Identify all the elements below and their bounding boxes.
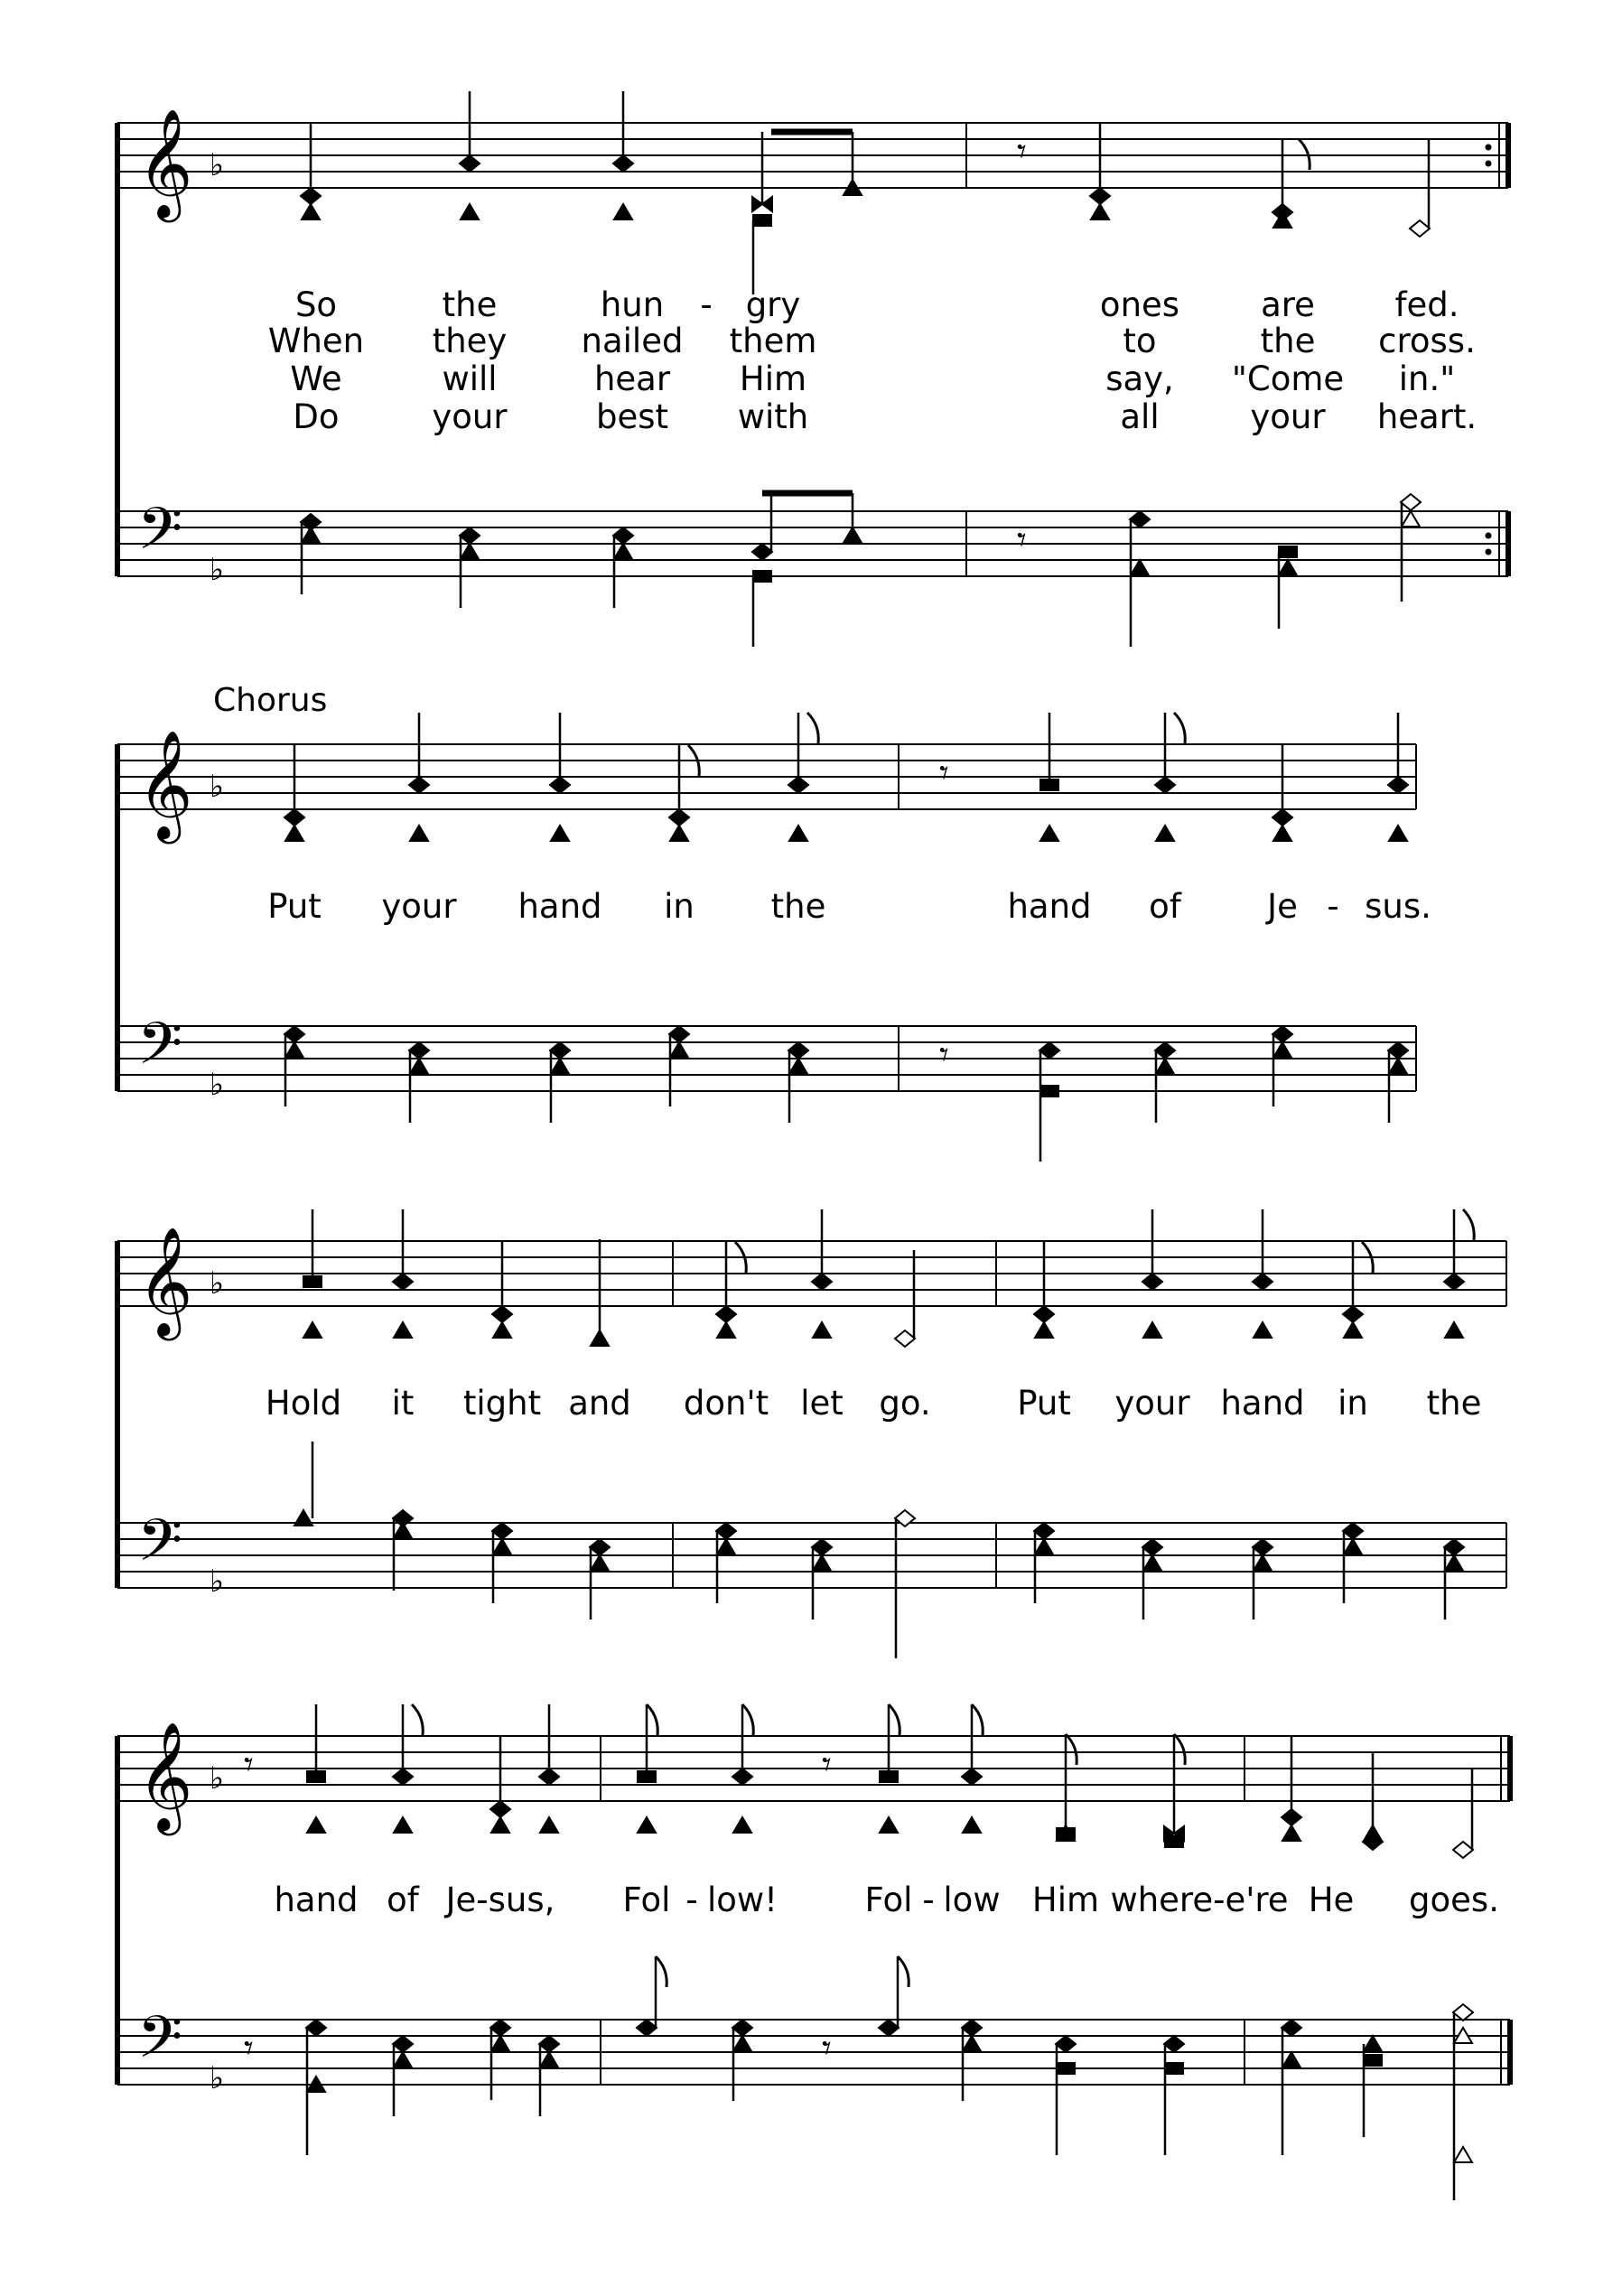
note-head-diamond <box>1401 494 1421 510</box>
note-head-triangle <box>638 1817 656 1833</box>
note-flag <box>1463 1209 1474 1240</box>
note-head-diamond <box>539 2036 559 2052</box>
note-head-diamond <box>1410 220 1430 237</box>
note-head-diamond <box>895 1330 915 1347</box>
lyric-s1-v3-w7: in." <box>1398 359 1456 398</box>
lyric-s3-w8: Put <box>1017 1384 1071 1423</box>
lyric-s1-v4-w6: your <box>1250 397 1326 436</box>
note-head-diamond <box>1056 2036 1076 2052</box>
note-head-diamond <box>492 1523 512 1539</box>
flat-sign-icon: ♭ <box>210 1265 225 1302</box>
flat-sign-icon: ♭ <box>210 1067 225 1103</box>
lyric-s2-w9: - <box>1327 887 1339 926</box>
lyric-s3-w4: and <box>568 1384 631 1423</box>
bass-clef-icon: 𝄢 <box>137 496 183 577</box>
note-head-triangle <box>1273 1042 1291 1058</box>
eighth-rest-icon: 𝄾 <box>1017 519 1027 561</box>
note-head-diamond <box>590 1539 610 1555</box>
note-head-diamond <box>409 1042 429 1059</box>
note-head-triangle <box>789 1059 807 1074</box>
lyric-s1-v2-w2: they <box>432 322 508 360</box>
eighth-rest-icon: 𝄾 <box>244 1744 254 1786</box>
note-head-diamond <box>306 2020 326 2036</box>
note-head-triangle <box>1282 1825 1300 1841</box>
note-head-diamond <box>1444 1539 1464 1555</box>
note-head-triangle <box>717 1539 735 1554</box>
lyric-s4-w9: low <box>943 1881 1001 1919</box>
treble-clef-icon: 𝄞 <box>137 1721 193 1831</box>
lyric-s4-w10: Him <box>1031 1881 1100 1919</box>
note-flag <box>656 1956 667 1987</box>
treble-clef-icon: 𝄞 <box>137 107 193 218</box>
lyric-s2-w10: sus. <box>1365 887 1431 926</box>
note-head-diamond <box>1253 1539 1272 1555</box>
eighth-rest-icon: 𝄾 <box>822 1744 832 1786</box>
repeat-dot <box>1486 549 1492 555</box>
flat-sign-icon: ♭ <box>210 147 225 183</box>
note-head-diamond <box>1130 511 1150 527</box>
note-flag <box>898 1956 909 1987</box>
lyric-s4-w6: low! <box>706 1881 778 1919</box>
treble-clef-icon: 𝄞 <box>137 1226 193 1336</box>
lyric-s1-v4-w2: your <box>432 397 508 436</box>
lyric-s3-w5: don't <box>683 1384 769 1423</box>
note-head-triangle <box>307 1817 325 1833</box>
treble-clef-icon: 𝄞 <box>137 729 193 839</box>
lyric-s2-w2: your <box>381 887 457 926</box>
note-head-triangle <box>1445 1555 1463 1571</box>
note-head-square <box>1164 2062 1184 2075</box>
note-head-triangle <box>1389 826 1407 841</box>
flat-sign-icon: ♭ <box>210 552 225 588</box>
bass-clef-icon: 𝄢 <box>137 1507 183 1589</box>
lyric-s4-w12: He <box>1308 1881 1355 1919</box>
note-head-triangle <box>1344 1322 1362 1338</box>
lyric-s4-w3: Je-sus, <box>445 1881 555 1919</box>
lyric-s1-v1-w6: ones <box>1099 285 1180 324</box>
note-head-triangle <box>491 1817 509 1833</box>
note-head-triangle <box>302 527 320 543</box>
note-head-triangle <box>461 544 479 559</box>
note-head-triangle <box>813 1555 831 1571</box>
repeat-dot <box>1486 533 1492 539</box>
note-head-diamond <box>716 1523 736 1539</box>
bass-clef-icon: 𝄢 <box>137 1011 183 1092</box>
flat-sign-icon: ♭ <box>210 1760 225 1797</box>
note-head-triangle <box>880 1817 898 1833</box>
note-head-diamond <box>879 2020 899 2036</box>
lyric-s4-w8: - <box>922 1881 935 1919</box>
lyric-s4-w5: - <box>685 1881 698 1919</box>
note-head-diamond <box>1272 1026 1292 1042</box>
note-head-diamond <box>1343 1523 1363 1539</box>
note-head-triangle <box>717 1322 735 1338</box>
note-head-triangle <box>789 826 807 841</box>
note-flag <box>1174 1734 1185 1765</box>
lyric-s1-v1-w1: So <box>294 285 338 324</box>
note-head-triangle <box>394 2052 412 2067</box>
note-head-diamond <box>637 2020 657 2036</box>
note-head-diamond <box>1142 1539 1162 1555</box>
note-head-triangle <box>285 826 303 841</box>
note-head-triangle <box>963 1817 981 1833</box>
note-head-triangle <box>1040 826 1058 841</box>
note-head-triangle <box>1131 560 1149 575</box>
lyric-s4-w2: of <box>387 1881 419 1919</box>
note-head-square <box>752 214 772 227</box>
lyric-s2-w1: Put <box>267 887 322 926</box>
note-flag <box>889 1704 900 1735</box>
lyric-s1-v1-w5: gry <box>745 285 801 324</box>
lyric-s2-w8: Je <box>1267 887 1298 926</box>
note-head-triangle <box>591 1555 609 1571</box>
note-head-triangle <box>1254 1555 1272 1571</box>
lyric-s1-v2-w5: to <box>1123 322 1157 360</box>
note-head-triangle <box>1091 204 1109 219</box>
note-head-triangle <box>1254 1322 1272 1338</box>
note-flag <box>972 1704 983 1735</box>
note-head-diamond <box>490 2020 510 2036</box>
eighth-rest-icon: 𝄾 <box>1017 131 1027 173</box>
note-head-triangle <box>1445 1322 1463 1338</box>
note-head-triangle <box>1344 1539 1362 1554</box>
note-head-diamond <box>732 2020 752 2036</box>
lyric-s1-v4-w3: best <box>595 397 669 436</box>
lyric-s4-w4: Fol <box>622 1881 671 1919</box>
note-flag <box>647 1704 657 1735</box>
lyric-s3-w12: the <box>1426 1384 1482 1423</box>
note-head-triangle <box>551 826 569 841</box>
note-head-triangle <box>493 1322 511 1338</box>
lyric-s1-v3-w6: "Come <box>1231 359 1345 398</box>
flat-sign-icon: ♭ <box>210 2060 225 2096</box>
flat-sign-icon: ♭ <box>210 1563 225 1600</box>
lyric-s2-w4: in <box>664 887 694 926</box>
lyric-s2-w7: of <box>1149 887 1181 926</box>
note-head-square <box>752 570 772 583</box>
note-head-triangle <box>540 2052 558 2067</box>
note-flag <box>742 1704 753 1735</box>
note-head-triangle <box>394 1322 412 1338</box>
note-head-diamond <box>393 2036 413 2052</box>
eighth-rest-icon: 𝄾 <box>939 752 949 794</box>
note-head-triangle <box>285 1042 303 1058</box>
note-head-diamond <box>1282 2020 1301 2036</box>
note-head-triangle <box>551 1059 569 1074</box>
lyric-s1-v2-w1: When <box>267 322 365 360</box>
note-head-diamond <box>1453 2004 1473 2021</box>
note-head-triangle <box>963 2036 981 2051</box>
note-head-triangle <box>1389 1059 1407 1074</box>
note-head-triangle <box>1156 826 1174 841</box>
note-head-diamond <box>613 527 633 544</box>
lyric-s4-w13: goes. <box>1409 1881 1499 1919</box>
note-head-diamond <box>962 2020 982 2036</box>
lyric-s1-v3-w5: say, <box>1105 359 1174 398</box>
note-flag <box>807 713 818 743</box>
note-head-triangle <box>493 1539 511 1554</box>
note-head-diamond <box>1039 1042 1059 1059</box>
lyric-s1-v2-w3: nailed <box>581 322 684 360</box>
lyric-s1-v3-w2: will <box>442 359 498 398</box>
repeat-dot <box>1486 145 1492 151</box>
note-head-triangle <box>1282 2052 1300 2067</box>
lyric-s3-w6: let <box>800 1384 844 1423</box>
note-flag <box>412 1704 423 1735</box>
note-head-triangle <box>733 1817 751 1833</box>
lyric-s1-v1-w8: fed. <box>1394 285 1459 324</box>
lyric-s1-v2-w4: them <box>729 322 817 360</box>
lyric-s1-v1-w7: are <box>1261 285 1315 324</box>
lyric-s1-v3-w1: We <box>290 359 342 398</box>
repeat-dot <box>1486 161 1492 167</box>
note-head-triangle <box>844 527 862 543</box>
note-head-triangle <box>1279 560 1297 575</box>
lyric-s1-v4-w5: all <box>1120 397 1160 436</box>
lyric-s3-w1: Hold <box>265 1384 342 1423</box>
lyric-s1-v4-w1: Do <box>293 397 340 436</box>
bass-clef-icon: 𝄢 <box>137 2004 183 2086</box>
lyric-s3-w9: your <box>1114 1384 1190 1423</box>
note-head-diamond <box>669 1026 689 1042</box>
lyric-s3-w2: it <box>391 1384 415 1423</box>
note-head-square <box>1056 2062 1076 2075</box>
lyric-s1-v1-w4: - <box>700 285 713 324</box>
note-head-diamond <box>550 1042 570 1059</box>
note-flag <box>1066 1734 1077 1765</box>
note-head-diamond <box>812 1539 832 1555</box>
note-head-triangle <box>813 1322 831 1338</box>
note-head-square <box>1278 546 1298 558</box>
eighth-rest-icon: 𝄾 <box>939 1034 949 1076</box>
note-head-triangle <box>1273 826 1291 841</box>
lyric-s1-v3-w3: hear <box>593 359 671 398</box>
lyric-s1-v1-w2: the <box>442 285 498 324</box>
lyric-s3-w7: go. <box>879 1384 931 1423</box>
note-head-diamond <box>1034 1523 1054 1539</box>
note-head-square <box>1039 1085 1059 1097</box>
note-head-diamond <box>1453 1842 1473 1858</box>
lyric-s4-w11: where-e're <box>1110 1881 1289 1919</box>
note-head-diamond <box>284 1026 304 1042</box>
note-head-diamond <box>788 1042 808 1059</box>
note-head-square <box>1164 1835 1184 1848</box>
chorus-label: Chorus <box>213 682 328 719</box>
note-flag <box>1174 713 1185 743</box>
note-head-triangle <box>1364 2036 1382 2051</box>
lyric-s1-v1-w3: hun <box>600 285 665 324</box>
lyric-s2-w6: hand <box>1007 887 1092 926</box>
note-head-triangle <box>1143 1555 1161 1571</box>
note-head-diamond <box>752 544 772 560</box>
note-head-diamond <box>1155 1042 1175 1059</box>
note-head-diamond <box>1388 1042 1408 1059</box>
eighth-rest-icon: 𝄾 <box>822 2028 832 2069</box>
note-head-triangle <box>1143 1322 1161 1338</box>
note-head-triangle <box>410 1059 428 1074</box>
note-head-triangle <box>302 204 320 219</box>
lyric-s4-w1: hand <box>274 1881 359 1919</box>
lyric-s1-v4-w4: with <box>737 397 809 436</box>
note-head-square <box>1363 2054 1383 2067</box>
note-head-triangle <box>733 2036 751 2051</box>
note-head-triangle <box>670 826 688 841</box>
lyric-s3-w10: hand <box>1220 1384 1305 1423</box>
note-head-triangle <box>1156 1059 1174 1074</box>
note-head-triangle <box>614 544 632 559</box>
lyric-s1-v2-w6: the <box>1260 322 1316 360</box>
note-head-triangle <box>491 2036 509 2051</box>
lyric-s4-w7: Fol <box>864 1881 913 1919</box>
eighth-rest-icon: 𝄾 <box>244 2028 254 2069</box>
lyric-s3-w11: in <box>1338 1384 1368 1423</box>
note-head-triangle <box>540 1817 558 1833</box>
lyric-s2-w3: hand <box>517 887 602 926</box>
note-head-triangle <box>1035 1322 1053 1338</box>
lyric-s2-w5: the <box>770 887 826 926</box>
note-head-triangle <box>1454 2147 1472 2162</box>
note-head-triangle <box>394 1817 412 1833</box>
lyric-s1-v2-w7: cross. <box>1378 322 1476 360</box>
note-head-diamond <box>460 527 480 544</box>
note-head-triangle <box>1035 1539 1053 1554</box>
note-head-triangle <box>410 826 428 841</box>
note-head-triangle <box>461 204 479 219</box>
note-head-triangle <box>1402 511 1420 527</box>
note-head-diamond <box>895 1510 915 1526</box>
lyric-s1-v4-w7: heart. <box>1376 397 1478 436</box>
lyric-s3-w3: tight <box>462 1384 542 1423</box>
note-head-triangle <box>670 1042 688 1058</box>
flat-sign-icon: ♭ <box>210 769 225 805</box>
lyric-s1-v3-w4: Him <box>739 359 807 398</box>
note-head-diamond <box>1164 2036 1184 2052</box>
note-head-triangle <box>614 204 632 219</box>
note-head-triangle <box>394 1523 412 1538</box>
note-head-triangle <box>303 1322 322 1338</box>
note-head-triangle <box>294 1510 312 1526</box>
